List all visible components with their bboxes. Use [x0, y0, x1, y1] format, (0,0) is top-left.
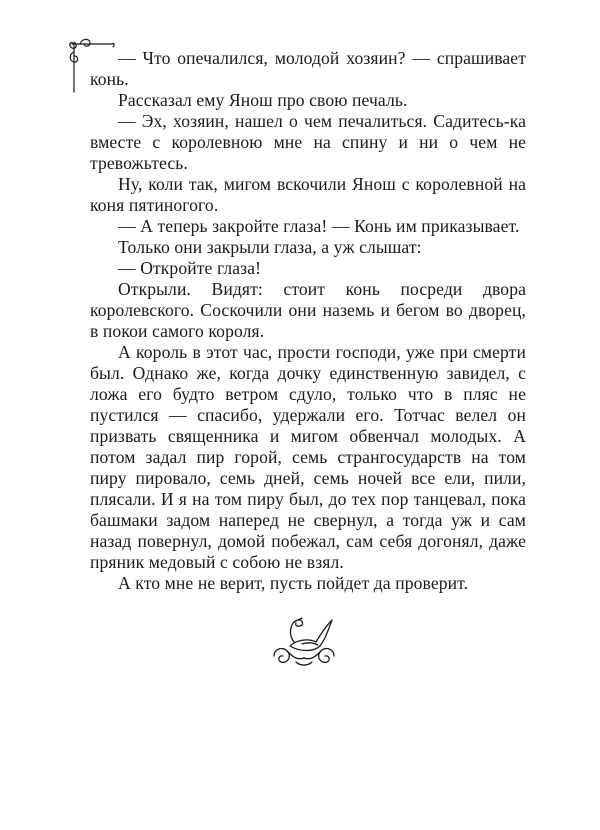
paragraph: — А теперь закройте глаза! — Конь им приказывает.	[118, 216, 520, 236]
paragraph: — Откройте глаза!	[118, 258, 262, 278]
paragraph: Рассказал ему Янош про свою печаль.	[118, 90, 408, 110]
paragraph: А король в этот час, прости господи, уже при смерти был. Однако же, когда дочку единственную завидел, с ложа его будто ветром сдуло, только что в пляс не пустился — спасибо, удержали его. Тотчас велел он призвать священника и мигом обвенчал молодых. А потом задал пир горой, семь странгосударств на том пиру пировало, семь дней, семь ночей все ели, пили, плясали. И я на том пиру был, до тех пор танцевал, пока башмаки задом наперед не свернул, а тогда уж и сам назад повернул, домой побежал, сам себя догонял, даже пряник медовый с собою не взял.	[90, 342, 526, 572]
paragraph: — Эх, хозяин, нашел о чем печалиться. Садитесь-ка вместе с королевною мне на спину и ни о чем не тревожьтесь.	[90, 111, 526, 173]
paragraph: Только они закрыли глаза, а уж слышат:	[118, 237, 422, 257]
page-text	[90, 48, 526, 594]
paragraph: Ну, коли так, мигом вскочили Янош с королевной на коня пятиногого.	[90, 174, 526, 215]
paragraph: Открыли. Видят: стоит конь посреди двора королевского. Соскочили они наземь и бегом во дворец, в покои самого короля.	[90, 279, 526, 341]
paragraph: А кто мне не верит, пусть пойдет да проверит.	[118, 573, 469, 593]
swan-tailpiece-icon	[268, 612, 340, 670]
paragraph: — Что опечалился, молодой хозяин? — спрашивает конь.	[90, 48, 526, 89]
